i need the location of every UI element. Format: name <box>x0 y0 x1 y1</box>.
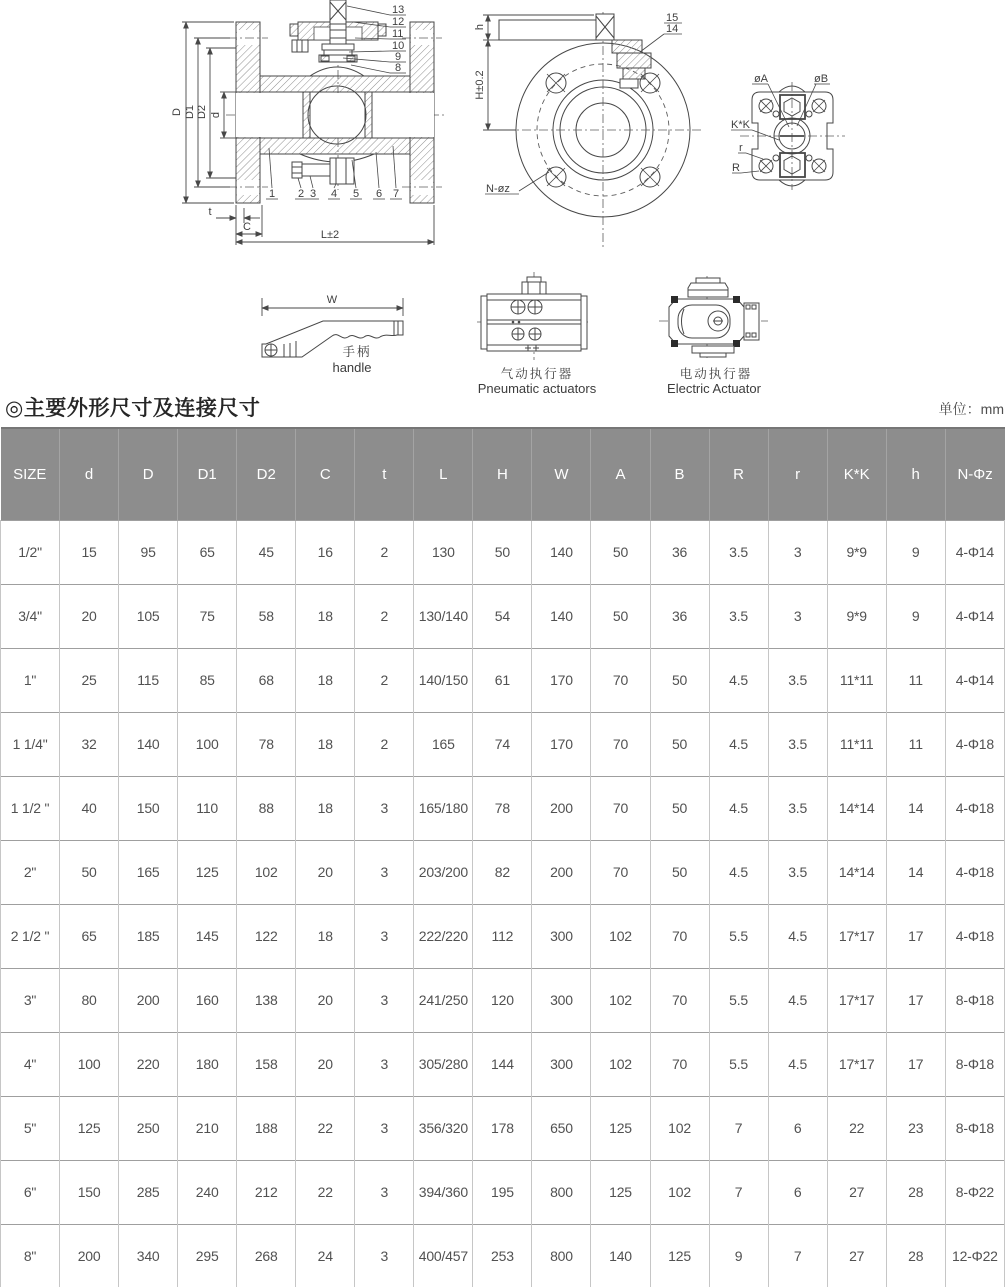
table-cell: 20 <box>60 584 119 648</box>
table-cell: 58 <box>237 584 296 648</box>
table-cell: 28 <box>886 1224 945 1287</box>
callout-5: 5 <box>352 188 360 200</box>
table-head <box>1 428 1005 520</box>
table-cell: 3 <box>355 904 414 968</box>
table-cell: 74 <box>473 712 532 776</box>
table-cell: 4.5 <box>768 1032 827 1096</box>
dim-D2-label: D2 <box>196 104 208 120</box>
callout-12: 12 <box>392 16 405 28</box>
table-cell: 88 <box>237 776 296 840</box>
table-cell: 22 <box>296 1096 355 1160</box>
table-cell: 140 <box>532 584 591 648</box>
table-cell: 4" <box>1 1032 60 1096</box>
table-cell: 140 <box>591 1224 650 1287</box>
table-body <box>1 520 1005 1287</box>
table-cell: 78 <box>237 712 296 776</box>
table-cell: 8-Φ18 <box>945 968 1004 1032</box>
table-cell: 102 <box>591 904 650 968</box>
table-cell: 170 <box>532 712 591 776</box>
table-cell: 300 <box>532 904 591 968</box>
R-label: R <box>732 162 740 174</box>
pneumatic-caption-en: Pneumatic actuators <box>477 381 597 393</box>
table-cell: 394/360 <box>414 1160 473 1224</box>
table-cell: 220 <box>119 1032 178 1096</box>
table-cell: 18 <box>296 584 355 648</box>
table-cell: 36 <box>650 584 709 648</box>
table-cell: 11 <box>886 648 945 712</box>
callout-8: 8 <box>395 62 402 74</box>
table-cell: 8" <box>1 1224 60 1287</box>
table-cell: 188 <box>237 1096 296 1160</box>
table-cell: 14 <box>886 840 945 904</box>
table-cell: 3.5 <box>768 776 827 840</box>
table-cell: 3" <box>1 968 60 1032</box>
table-cell: 23 <box>886 1096 945 1160</box>
table-cell: 9 <box>709 1224 768 1287</box>
handle-caption-cn: 手柄 <box>342 345 372 359</box>
table-cell: 18 <box>296 712 355 776</box>
table-cell: 24 <box>296 1224 355 1287</box>
table-row <box>1 584 1005 648</box>
table-row <box>1 1096 1005 1160</box>
table-cell: 3.5 <box>768 712 827 776</box>
table-cell: 125 <box>591 1160 650 1224</box>
electric-actuator-drawing <box>659 276 768 393</box>
table-cell: 9*9 <box>827 584 886 648</box>
phiB-label: øB <box>814 73 829 85</box>
table-cell: 70 <box>591 648 650 712</box>
table-cell: 3 <box>355 776 414 840</box>
table-cell: 4.5 <box>709 776 768 840</box>
table-cell: 11*11 <box>827 712 886 776</box>
table-cell: 68 <box>237 648 296 712</box>
table-row <box>1 1032 1005 1096</box>
table-cell: 70 <box>591 840 650 904</box>
table-cell: 50 <box>650 712 709 776</box>
table-cell: 78 <box>473 776 532 840</box>
table-cell: 356/320 <box>414 1096 473 1160</box>
table-cell: 340 <box>119 1224 178 1287</box>
column-header-10: A <box>591 428 650 520</box>
r-label: r <box>739 142 743 154</box>
table-cell: 1/2" <box>1 520 60 584</box>
table-cell: 150 <box>119 776 178 840</box>
table-cell: 27 <box>827 1160 886 1224</box>
callout-7: 7 <box>392 188 400 200</box>
column-header-15: h <box>886 428 945 520</box>
table-cell: 17 <box>886 968 945 1032</box>
table-cell: 2 <box>355 712 414 776</box>
column-header-6: t <box>355 428 414 520</box>
table-cell: 102 <box>237 840 296 904</box>
table-cell: 140/150 <box>414 648 473 712</box>
table-cell: 1 1/2 " <box>1 776 60 840</box>
table-cell: 140 <box>532 520 591 584</box>
column-header-1: d <box>60 428 119 520</box>
callout-14: 14 <box>666 23 679 35</box>
dim-t-label: t <box>208 206 212 218</box>
table-cell: 112 <box>473 904 532 968</box>
table-cell: 3.5 <box>768 840 827 904</box>
table-cell: 80 <box>60 968 119 1032</box>
table-cell: 4.5 <box>709 648 768 712</box>
table-row <box>1 968 1005 1032</box>
table-cell: 50 <box>60 840 119 904</box>
table-cell: 200 <box>532 776 591 840</box>
table-cell: 3 <box>768 584 827 648</box>
table-header-row <box>1 428 1005 520</box>
table-cell: 9*9 <box>827 520 886 584</box>
table-cell: 2 <box>355 584 414 648</box>
dim-L-label: L±2 <box>320 229 340 241</box>
callout-4: 4 <box>330 188 338 200</box>
table-cell: 17*17 <box>827 968 886 1032</box>
table-cell: 144 <box>473 1032 532 1096</box>
table-cell: 36 <box>650 520 709 584</box>
mounting-pad-drawing <box>731 73 845 190</box>
table-cell: 120 <box>473 968 532 1032</box>
table-cell: 650 <box>532 1096 591 1160</box>
table-cell: 40 <box>60 776 119 840</box>
table-cell: 800 <box>532 1224 591 1287</box>
table-cell: 14*14 <box>827 776 886 840</box>
column-header-3: D1 <box>178 428 237 520</box>
column-header-8: H <box>473 428 532 520</box>
table-cell: 3 <box>355 840 414 904</box>
table-cell: 178 <box>473 1096 532 1160</box>
table-cell: 253 <box>473 1224 532 1287</box>
table-cell: 6 <box>768 1160 827 1224</box>
table-cell: 300 <box>532 968 591 1032</box>
table-cell: 50 <box>650 776 709 840</box>
table-cell: 5.5 <box>709 904 768 968</box>
table-cell: 95 <box>119 520 178 584</box>
table-cell: 65 <box>60 904 119 968</box>
valve-front-drawing <box>474 12 701 248</box>
dim-C-label: C <box>243 221 251 233</box>
kk-label: K*K <box>731 119 750 131</box>
pneumatic-caption-cn: 气动执行器 <box>500 367 574 381</box>
callout-2: 2 <box>297 188 305 200</box>
table-cell: 268 <box>237 1224 296 1287</box>
table-cell: 295 <box>178 1224 237 1287</box>
table-cell: 54 <box>473 584 532 648</box>
table-cell: 305/280 <box>414 1032 473 1096</box>
table-cell: 61 <box>473 648 532 712</box>
table-cell: 180 <box>178 1032 237 1096</box>
table-cell: 3.5 <box>709 584 768 648</box>
callout-1: 1 <box>268 188 276 200</box>
table-cell: 5.5 <box>709 1032 768 1096</box>
table-row <box>1 776 1005 840</box>
table-cell: 200 <box>119 968 178 1032</box>
table-cell: 130/140 <box>414 584 473 648</box>
table-cell: 75 <box>178 584 237 648</box>
table-cell: 3 <box>768 520 827 584</box>
table-cell: 210 <box>178 1096 237 1160</box>
table-cell: 140 <box>119 712 178 776</box>
callout-13: 13 <box>392 4 405 16</box>
table-cell: 285 <box>119 1160 178 1224</box>
valve-section-drawing <box>171 0 444 245</box>
table-cell: 2 <box>355 648 414 712</box>
table-cell: 50 <box>591 584 650 648</box>
table-cell: 4-Φ18 <box>945 712 1004 776</box>
table-cell: 4-Φ18 <box>945 840 1004 904</box>
table-cell: 25 <box>60 648 119 712</box>
dim-H-label: H±0.2 <box>474 70 486 100</box>
section-title: ◎主要外形尺寸及连接尺寸 <box>5 397 261 420</box>
dim-h-label: h <box>474 23 486 31</box>
table-cell: 102 <box>650 1096 709 1160</box>
table-cell: 8-Φ18 <box>945 1096 1004 1160</box>
table-row <box>1 1224 1005 1287</box>
table-cell: 20 <box>296 1032 355 1096</box>
table-cell: 17*17 <box>827 1032 886 1096</box>
table-cell: 70 <box>650 904 709 968</box>
table-cell: 4-Φ14 <box>945 648 1004 712</box>
column-header-11: B <box>650 428 709 520</box>
unit-label: 单位：mm <box>938 401 1004 417</box>
column-header-12: R <box>709 428 768 520</box>
table-cell: 17*17 <box>827 904 886 968</box>
table-cell: 222/220 <box>414 904 473 968</box>
table-cell: 241/250 <box>414 968 473 1032</box>
table-cell: 16 <box>296 520 355 584</box>
table-cell: 165 <box>414 712 473 776</box>
electric-caption-cn: 电动执行器 <box>679 367 753 381</box>
electric-caption-en: Electric Actuator <box>667 381 761 393</box>
table-cell: 4-Φ14 <box>945 584 1004 648</box>
table-cell: 50 <box>591 520 650 584</box>
table-cell: 20 <box>296 968 355 1032</box>
table-cell: 100 <box>60 1032 119 1096</box>
table-cell: 4-Φ18 <box>945 904 1004 968</box>
table-cell: 17 <box>886 904 945 968</box>
table-cell: 138 <box>237 968 296 1032</box>
dimensions-table <box>0 427 1005 1287</box>
table-cell: 130 <box>414 520 473 584</box>
table-cell: 165/180 <box>414 776 473 840</box>
table-cell: 185 <box>119 904 178 968</box>
table-row <box>1 648 1005 712</box>
table-row <box>1 1160 1005 1224</box>
table-cell: 18 <box>296 648 355 712</box>
dim-D1-label: D1 <box>184 104 196 120</box>
table-row <box>1 520 1005 584</box>
table-row <box>1 840 1005 904</box>
column-header-9: W <box>532 428 591 520</box>
table-cell: 105 <box>119 584 178 648</box>
table-cell: 2" <box>1 840 60 904</box>
table-cell: 45 <box>237 520 296 584</box>
table-cell: 15 <box>60 520 119 584</box>
handle-caption-en: handle <box>332 360 372 375</box>
table-cell: 18 <box>296 904 355 968</box>
table-cell: 4.5 <box>709 840 768 904</box>
table-cell: 4.5 <box>768 904 827 968</box>
table-cell: 200 <box>532 840 591 904</box>
table-cell: 5" <box>1 1096 60 1160</box>
dim-D-label: D <box>171 108 183 116</box>
table-cell: 3 <box>355 1160 414 1224</box>
table-cell: 115 <box>119 648 178 712</box>
table-cell: 9 <box>886 584 945 648</box>
table-cell: 27 <box>827 1224 886 1287</box>
dim-W-label: W <box>326 294 338 306</box>
table-cell: 3 <box>355 968 414 1032</box>
table-cell: 165 <box>119 840 178 904</box>
table-cell: 300 <box>532 1032 591 1096</box>
table-row <box>1 904 1005 968</box>
table-cell: 22 <box>827 1096 886 1160</box>
table-cell: 32 <box>60 712 119 776</box>
table-cell: 50 <box>650 648 709 712</box>
table-cell: 8-Φ18 <box>945 1032 1004 1096</box>
table-cell: 1" <box>1 648 60 712</box>
table-cell: 170 <box>532 648 591 712</box>
table-cell: 3/4" <box>1 584 60 648</box>
table-cell: 3 <box>355 1032 414 1096</box>
column-header-5: C <box>296 428 355 520</box>
table-cell: 145 <box>178 904 237 968</box>
technical-drawings <box>0 0 1005 393</box>
table-cell: 8-Φ22 <box>945 1160 1004 1224</box>
table-cell: 82 <box>473 840 532 904</box>
dim-d-label: d <box>210 111 222 119</box>
table-cell: 4-Φ14 <box>945 520 1004 584</box>
table-cell: 200 <box>60 1224 119 1287</box>
column-header-14: K*K <box>827 428 886 520</box>
callout-3: 3 <box>309 188 317 200</box>
table-cell: 203/200 <box>414 840 473 904</box>
table-cell: 110 <box>178 776 237 840</box>
table-cell: 4.5 <box>709 712 768 776</box>
table-cell: 150 <box>60 1160 119 1224</box>
column-header-0: SIZE <box>1 428 60 520</box>
phiA-label: øA <box>753 73 768 85</box>
table-cell: 7 <box>768 1224 827 1287</box>
table-cell: 102 <box>591 1032 650 1096</box>
table-cell: 800 <box>532 1160 591 1224</box>
table-cell: 70 <box>591 712 650 776</box>
table-cell: 3 <box>355 1096 414 1160</box>
table-cell: 7 <box>709 1096 768 1160</box>
table-cell: 125 <box>178 840 237 904</box>
table-cell: 28 <box>886 1160 945 1224</box>
table-cell: 250 <box>119 1096 178 1160</box>
table-cell: 12-Φ22 <box>945 1224 1004 1287</box>
table-cell: 50 <box>473 520 532 584</box>
table-cell: 70 <box>650 1032 709 1096</box>
column-header-2: D <box>119 428 178 520</box>
table-cell: 125 <box>591 1096 650 1160</box>
table-cell: 100 <box>178 712 237 776</box>
callout-15: 15 <box>666 12 679 24</box>
table-cell: 3 <box>355 1224 414 1287</box>
pneumatic-actuator-drawing <box>477 272 597 393</box>
table-cell: 102 <box>591 968 650 1032</box>
table-cell: 7 <box>709 1160 768 1224</box>
table-cell: 102 <box>650 1160 709 1224</box>
table-cell: 122 <box>237 904 296 968</box>
table-cell: 14*14 <box>827 840 886 904</box>
table-cell: 2 <box>355 520 414 584</box>
column-header-16: N-Φz <box>945 428 1004 520</box>
table-cell: 85 <box>178 648 237 712</box>
table-cell: 2 1/2 " <box>1 904 60 968</box>
table-cell: 50 <box>650 840 709 904</box>
column-header-7: L <box>414 428 473 520</box>
table-cell: 70 <box>650 968 709 1032</box>
table-cell: 11 <box>886 712 945 776</box>
table-cell: 195 <box>473 1160 532 1224</box>
table-cell: 18 <box>296 776 355 840</box>
callout-6: 6 <box>375 188 383 200</box>
table-cell: 125 <box>60 1096 119 1160</box>
table-cell: 4.5 <box>768 968 827 1032</box>
table-row <box>1 712 1005 776</box>
table-cell: 6 <box>768 1096 827 1160</box>
table-cell: 160 <box>178 968 237 1032</box>
table-cell: 240 <box>178 1160 237 1224</box>
table-cell: 9 <box>886 520 945 584</box>
table-cell: 1 1/4" <box>1 712 60 776</box>
callout-9: 9 <box>395 51 402 63</box>
table-cell: 14 <box>886 776 945 840</box>
table-cell: 17 <box>886 1032 945 1096</box>
table-cell: 70 <box>591 776 650 840</box>
table-cell: 212 <box>237 1160 296 1224</box>
column-header-4: D2 <box>237 428 296 520</box>
bolt-spec-label: N-øz <box>486 183 510 195</box>
table-cell: 6" <box>1 1160 60 1224</box>
table-cell: 20 <box>296 840 355 904</box>
table-cell: 65 <box>178 520 237 584</box>
callout-10: 10 <box>392 40 405 52</box>
table-cell: 11*11 <box>827 648 886 712</box>
table-cell: 3.5 <box>768 648 827 712</box>
table-cell: 400/457 <box>414 1224 473 1287</box>
handle-drawing <box>262 294 403 375</box>
table-cell: 125 <box>650 1224 709 1287</box>
table-cell: 5.5 <box>709 968 768 1032</box>
table-cell: 3.5 <box>709 520 768 584</box>
callout-11: 11 <box>392 28 404 40</box>
column-header-13: r <box>768 428 827 520</box>
table-cell: 4-Φ18 <box>945 776 1004 840</box>
table-cell: 158 <box>237 1032 296 1096</box>
table-cell: 22 <box>296 1160 355 1224</box>
